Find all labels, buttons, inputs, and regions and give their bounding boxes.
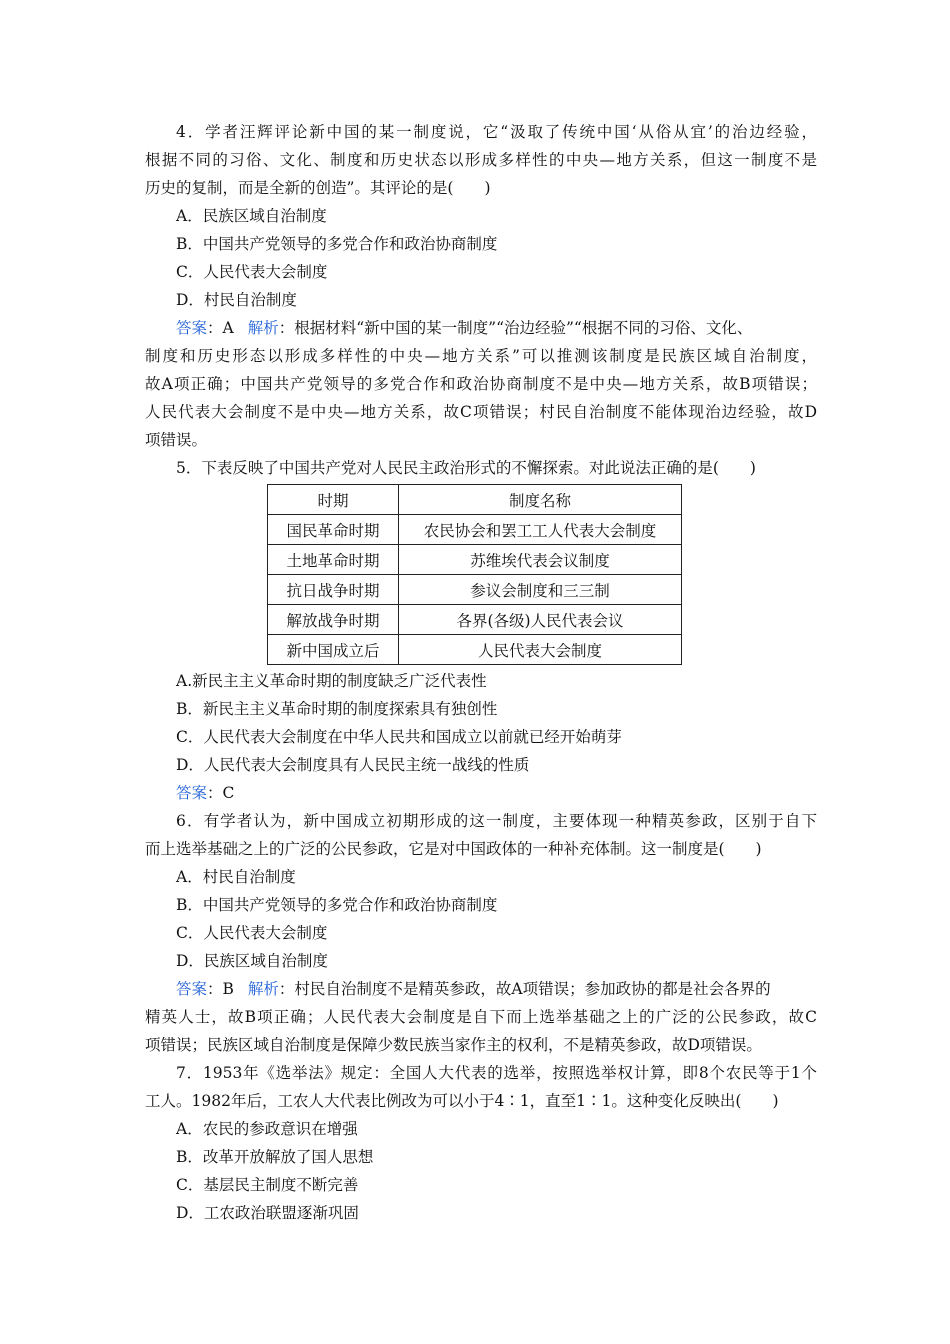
answer-label: 答案 bbox=[176, 980, 208, 998]
question-stem-line: 5．下表反映了中国共产党对人民民主政治形式的不懈探索。对此说法正确的是( ) bbox=[176, 459, 756, 477]
table-cell-period: 解放战争时期 bbox=[268, 605, 399, 635]
option-b: B．中国共产党领导的多党合作和政治协商制度 bbox=[176, 896, 498, 914]
answer-label: 答案 bbox=[176, 319, 208, 337]
option-d: D．人民代表大会制度具有人民民主统一战线的性质 bbox=[176, 756, 530, 774]
question-stem-line: 历史的复制，而是全新的创造”。其评论的是( ) bbox=[145, 179, 491, 197]
option-a: A．农民的参政意识在增强 bbox=[176, 1120, 358, 1138]
table-row bbox=[268, 575, 682, 605]
analysis-line: 项错误。 bbox=[145, 431, 208, 449]
table-cell-system: 各界(各级)人民代表会议 bbox=[399, 605, 682, 635]
option-a: A.新民主主义革命时期的制度缺乏广泛代表性 bbox=[176, 672, 487, 690]
question-5 bbox=[145, 454, 817, 807]
table-cell-period: 国民革命时期 bbox=[268, 515, 399, 545]
answer-line bbox=[145, 314, 817, 342]
option-c: C．基层民主制度不断完善 bbox=[176, 1176, 359, 1194]
document-body bbox=[145, 118, 817, 1227]
question-stem-line: 6．有学者认为，新中国成立初期形成的这一制度，主要体现一种精英参政，区别于自下 bbox=[176, 812, 817, 830]
table-cell-system: 农民协会和罢工工人代表大会制度 bbox=[399, 515, 682, 545]
option-c: C．人民代表大会制度 bbox=[176, 924, 328, 942]
analysis-line: 人民代表大会制度不是中央—地方关系，故C项错误；村民自治制度不能体现治边经验，故D bbox=[145, 403, 817, 421]
table-header-period: 时期 bbox=[268, 485, 399, 515]
answer-value: ：C bbox=[207, 784, 235, 802]
option-d: D．工农政治联盟逐渐巩固 bbox=[176, 1204, 359, 1222]
option-b: B．新民主主义革命时期的制度探索具有独创性 bbox=[176, 700, 498, 718]
answer-line bbox=[145, 975, 817, 1003]
option-d: D．村民自治制度 bbox=[176, 291, 297, 309]
question-stem-line: 7．1953年《选举法》规定：全国人大代表的选举，按照选举权计算，即8个农民等于1个 bbox=[176, 1064, 817, 1082]
table-row bbox=[268, 605, 682, 635]
option-a: A．民族区域自治制度 bbox=[176, 207, 327, 225]
analysis-line: 故A项正确；中国共产党领导的多党合作和政治协商制度不是中央—地方关系，故B项错误； bbox=[145, 375, 817, 393]
option-c: C．人民代表大会制度 bbox=[176, 263, 328, 281]
analysis-text: ：根据材料“新中国的某一制度”“治边经验”“根据不同的习俗、文化、 bbox=[278, 319, 753, 337]
analysis-line: 项错误；民族区域自治制度是保障少数民族当家作主的权利，不是精英参政，故D项错误。 bbox=[145, 1036, 762, 1054]
question-stem-line: 工人。1982年后，工农人大代表比例改为可以小于4∶1，直至1∶1。这种变化反映出( ) bbox=[145, 1092, 779, 1110]
question-7 bbox=[145, 1059, 817, 1227]
table-header-system: 制度名称 bbox=[399, 485, 682, 515]
question-stem-line: 4．学者汪辉评论新中国的某一制度说，它“汲取了传统中国‘从俗从宜’的治边经验， bbox=[176, 123, 817, 141]
table-row bbox=[268, 515, 682, 545]
option-d: D．民族区域自治制度 bbox=[176, 952, 328, 970]
analysis-label: 解析 bbox=[247, 319, 279, 337]
option-a: A．村民自治制度 bbox=[176, 868, 296, 886]
option-b: B．中国共产党领导的多党合作和政治协商制度 bbox=[176, 235, 498, 253]
question-stem-line: 而上选举基础之上的广泛的公民参政，它是对中国政体的一种补充体制。这一制度是( ) bbox=[145, 840, 762, 858]
table-cell-system: 参议会制度和三三制 bbox=[399, 575, 682, 605]
answer-value: ：A bbox=[207, 319, 234, 337]
analysis-label: 解析 bbox=[247, 980, 279, 998]
table-cell-period: 新中国成立后 bbox=[268, 635, 399, 665]
question-stem-line: 根据不同的习俗、文化、制度和历史状态以形成多样性的中央—地方关系，但这一制度不是 bbox=[145, 151, 817, 169]
table-row bbox=[268, 545, 682, 575]
democracy-forms-table bbox=[267, 484, 682, 665]
question-6 bbox=[145, 807, 817, 1059]
analysis-line: 精英人士，故B项正确；人民代表大会制度是自下而上选举基础之上的广泛的公民参政，故C bbox=[145, 1008, 817, 1026]
answer-value: ：B bbox=[207, 980, 234, 998]
table-row bbox=[268, 635, 682, 665]
table-cell-system: 人民代表大会制度 bbox=[399, 635, 682, 665]
question-4 bbox=[145, 118, 817, 454]
option-b: B．改革开放解放了国人思想 bbox=[176, 1148, 374, 1166]
answer-label: 答案 bbox=[176, 784, 208, 802]
table-cell-system: 苏维埃代表会议制度 bbox=[399, 545, 682, 575]
analysis-text: ：村民自治制度不是精英参政，故A项错误；参加政协的都是社会各界的 bbox=[278, 980, 771, 998]
analysis-line: 制度和历史形态以形成多样性的中央—地方关系”可以推测该制度是民族区域自治制度， bbox=[145, 347, 817, 365]
table-cell-period: 土地革命时期 bbox=[268, 545, 399, 575]
answer-line bbox=[145, 779, 817, 807]
table-cell-period: 抗日战争时期 bbox=[268, 575, 399, 605]
option-c: C．人民代表大会制度在中华人民共和国成立以前就已经开始萌芽 bbox=[176, 728, 622, 746]
table-header-row bbox=[268, 485, 682, 515]
